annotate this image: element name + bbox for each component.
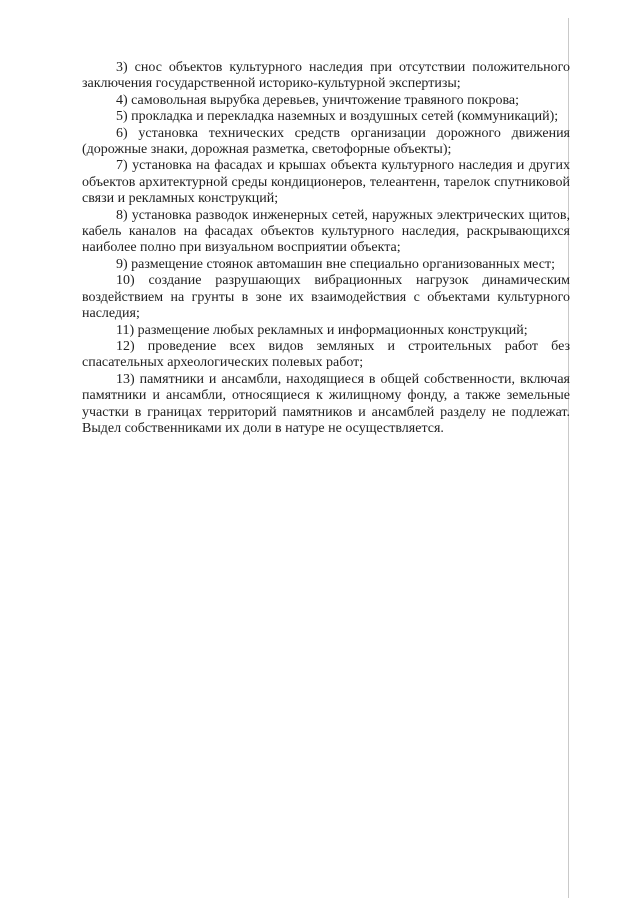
paragraph-item-13: 13) памятники и ансамбли, находящиеся в общей собственности, включая памятники и ансамбли, относящиеся к жилищному фонду, а также земельные участки в границах территорий памятников и ансамблей разделу не подлежат. Выдел собственниками их доли в натуре не осуществляется. [82,371,570,436]
paragraph-item-11: 11) размещение любых рекламных и информационных конструкций; [116,322,528,338]
paragraph-item-10: 10) создание разрушающих вибрационных нагрузок динамическим воздействием на грунты в зоне их взаимодействия с объектами культурного наследия; [82,273,570,322]
paragraph-item-12: 12) проведение всех видов земляных и строительных работ без спасательных археологических полевых работ; [82,338,570,371]
paragraph-item-6: 6) установка технических средств организации дорожного движения (дорожные знаки, дорожная разметка, светофорные объекты); [82,125,570,158]
paragraph-item-8: 8) установка разводок инженерных сетей, наружных электрических щитов, кабель каналов на фасадах объектов культурного наследия, раскрывающихся наиболее полно при визуальном восприятии объекта; [82,207,570,256]
paragraph-item-4: 4) самовольная вырубка деревьев, уничтожение травяного покрова; [116,92,519,108]
paragraph-item-3: 3) снос объектов культурного наследия при отсутствии положительного заключения государственной историко-культурной экспертизы; [82,60,570,92]
paragraph-item-5: 5) прокладка и перекладка наземных и воздушных сетей (коммуникаций); [116,109,559,125]
paragraph-item-9: 9) размещение стоянок автомашин вне специально организованных мест; [116,256,555,272]
document-body [82,60,570,437]
paragraph-item-7: 7) установка на фасадах и крышах объекта культурного наследия и других объектов архитектурной среды кондиционеров, телеантенн, тарелок спутниковой связи и рекламных конструкций; [82,158,570,207]
